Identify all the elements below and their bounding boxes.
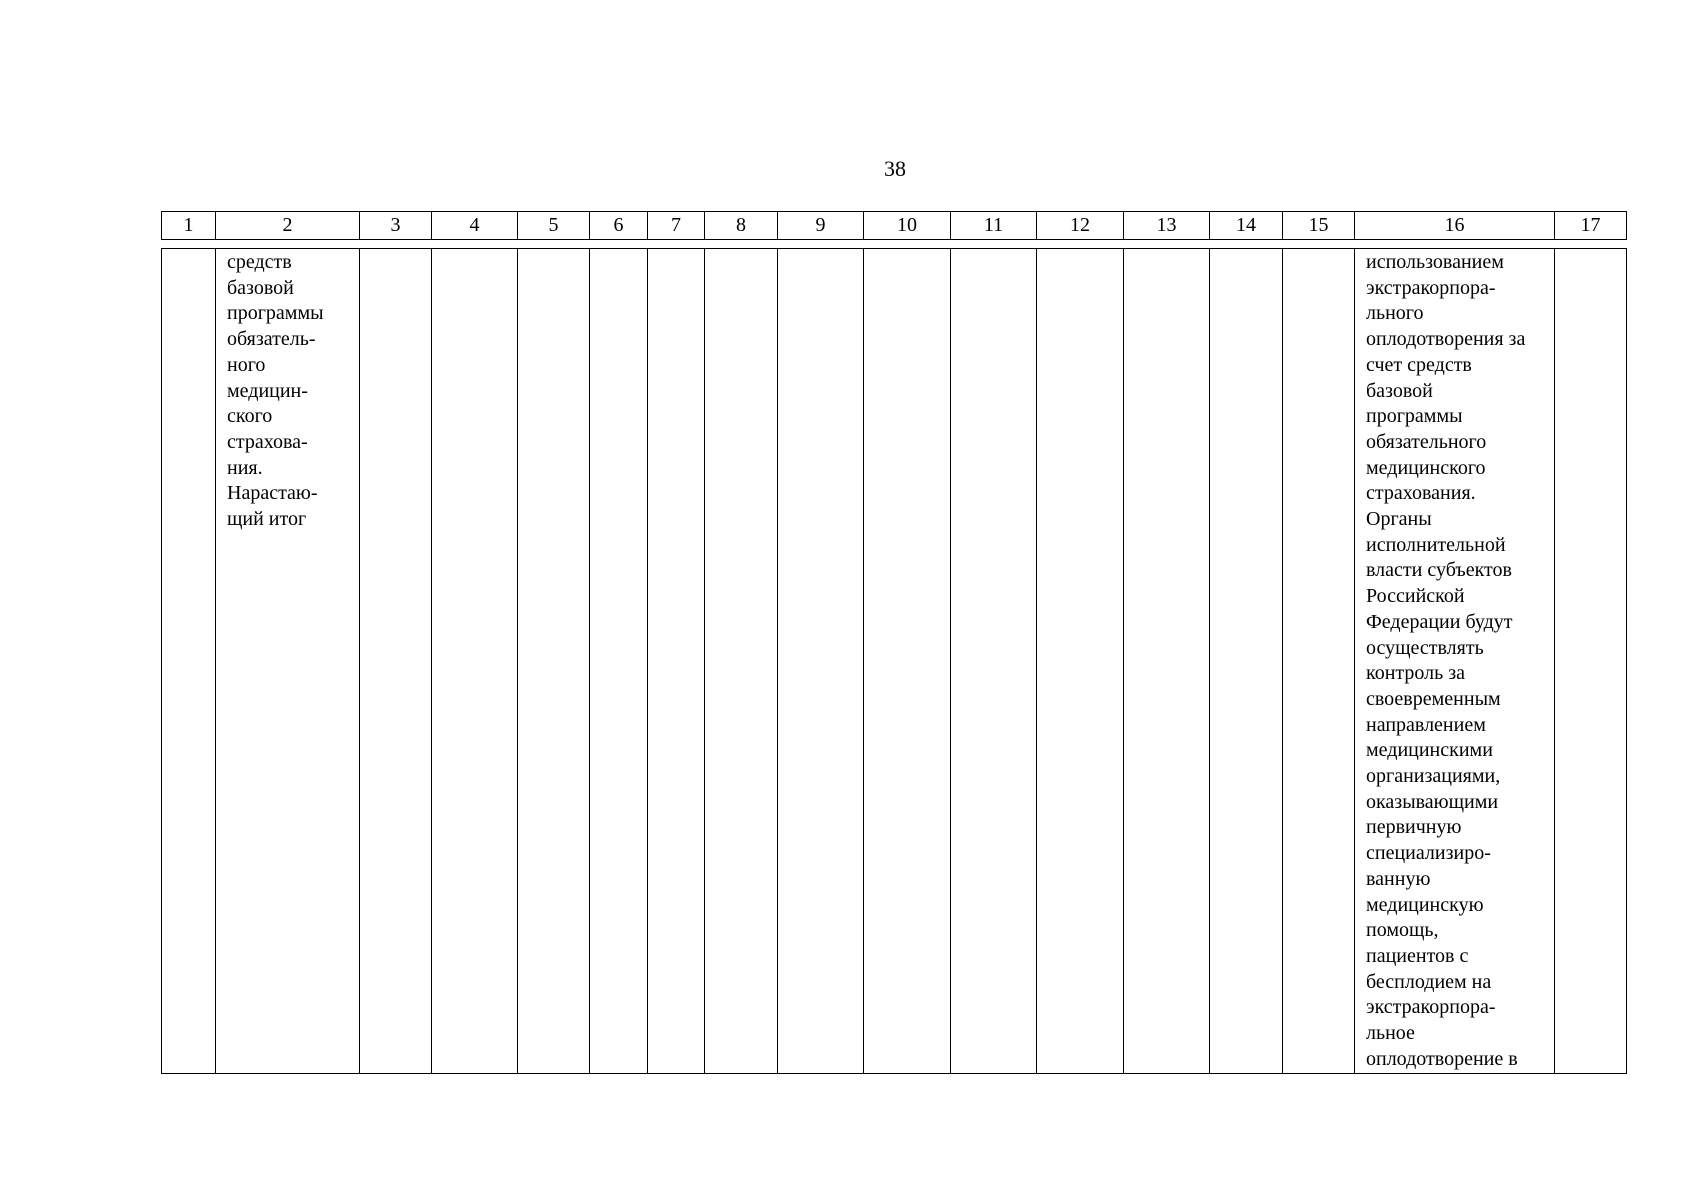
column-number: 2 — [216, 212, 360, 240]
text-line: оказывающими — [1366, 790, 1499, 813]
text-line: первичную — [1366, 816, 1462, 839]
column-number: 4 — [432, 212, 518, 240]
column-number: 3 — [360, 212, 432, 240]
text-line: обязательного — [1366, 430, 1487, 453]
text-line: своевременным — [1366, 687, 1501, 710]
text-line: власти субъектов — [1366, 559, 1512, 582]
table-cell — [1210, 249, 1283, 1074]
table-cell — [1037, 249, 1124, 1074]
table-cell — [705, 249, 778, 1074]
text-line: Федерации будут — [1366, 610, 1513, 633]
text-line: помощь, — [1366, 919, 1439, 942]
text-line: Российской — [1366, 585, 1465, 608]
text-line: осуществлять — [1366, 636, 1484, 659]
table-cell — [590, 249, 648, 1074]
table-cell — [1124, 249, 1210, 1074]
column-number: 16 — [1355, 212, 1555, 240]
text-line: медицинского — [1366, 456, 1486, 479]
text-line: организациями, — [1366, 765, 1501, 788]
table-cell — [648, 249, 705, 1074]
column-number: 6 — [590, 212, 648, 240]
table-row — [162, 249, 1627, 1074]
text-line: программы — [1366, 405, 1463, 428]
column-number: 10 — [864, 212, 951, 240]
text-line: использованием — [1366, 251, 1504, 273]
page-number: 38 — [884, 156, 906, 181]
table-cell — [1555, 249, 1627, 1074]
text-line: экстракорпора- — [1366, 996, 1496, 1019]
text-line: страхования. — [1366, 482, 1476, 505]
text-line: пациентов с — [1366, 944, 1469, 967]
column-number: 7 — [648, 212, 705, 240]
text-line: специализиро- — [1366, 842, 1491, 865]
table-cell — [360, 249, 432, 1074]
text-line: ского — [227, 405, 273, 428]
table-cell — [778, 249, 864, 1074]
column-number: 14 — [1210, 212, 1283, 240]
text-line: обязатель- — [227, 328, 316, 351]
text-line: исполнительной — [1366, 533, 1506, 556]
text-line: страхова- — [227, 430, 308, 453]
column-number: 1 — [162, 212, 216, 240]
text-line: медицинскую — [1366, 893, 1484, 916]
column-number-header-table — [161, 211, 1627, 240]
text-line: направлением — [1366, 713, 1486, 736]
table-cell-col2 — [216, 249, 360, 1074]
table-cell-col16 — [1355, 249, 1555, 1074]
column-number: 15 — [1283, 212, 1355, 240]
col16-text — [1355, 249, 1554, 1073]
text-line: контроль за — [1366, 662, 1466, 685]
table-cell — [432, 249, 518, 1074]
column-number: 12 — [1037, 212, 1124, 240]
content-table — [161, 248, 1627, 1074]
text-line: льное — [1366, 1022, 1415, 1045]
text-line: ванную — [1366, 867, 1431, 890]
column-number: 9 — [778, 212, 864, 240]
text-line: ния. — [227, 456, 263, 479]
text-line: оплодотворения за — [1366, 328, 1526, 351]
text-line: медицинскими — [1366, 739, 1493, 762]
text-line: Нарастаю- — [227, 482, 318, 505]
table-cell — [951, 249, 1037, 1074]
text-line: программы — [227, 302, 324, 325]
table-cell — [518, 249, 590, 1074]
text-line: ного — [227, 353, 266, 376]
text-line: счет средств — [1366, 353, 1472, 376]
text-line: Органы — [1366, 508, 1432, 531]
text-line: средств — [227, 251, 292, 273]
col2-text — [216, 249, 359, 533]
column-number-row — [162, 212, 1627, 240]
column-number: 5 — [518, 212, 590, 240]
text-line: базовой — [227, 276, 294, 299]
text-line: базовой — [1366, 379, 1433, 402]
text-line: медицин- — [227, 379, 308, 402]
column-number: 13 — [1124, 212, 1210, 240]
text-line: оплодотворение в — [1366, 1047, 1518, 1070]
table-cell — [1283, 249, 1355, 1074]
column-number: 8 — [705, 212, 778, 240]
table-cell — [864, 249, 951, 1074]
table-cell — [162, 249, 216, 1074]
column-number: 11 — [951, 212, 1037, 240]
column-number: 17 — [1555, 212, 1627, 240]
text-line: экстракорпора- — [1366, 276, 1496, 299]
text-line: льного — [1366, 302, 1424, 325]
text-line: бесплодием на — [1366, 970, 1492, 993]
text-line: щий итог — [227, 508, 307, 531]
